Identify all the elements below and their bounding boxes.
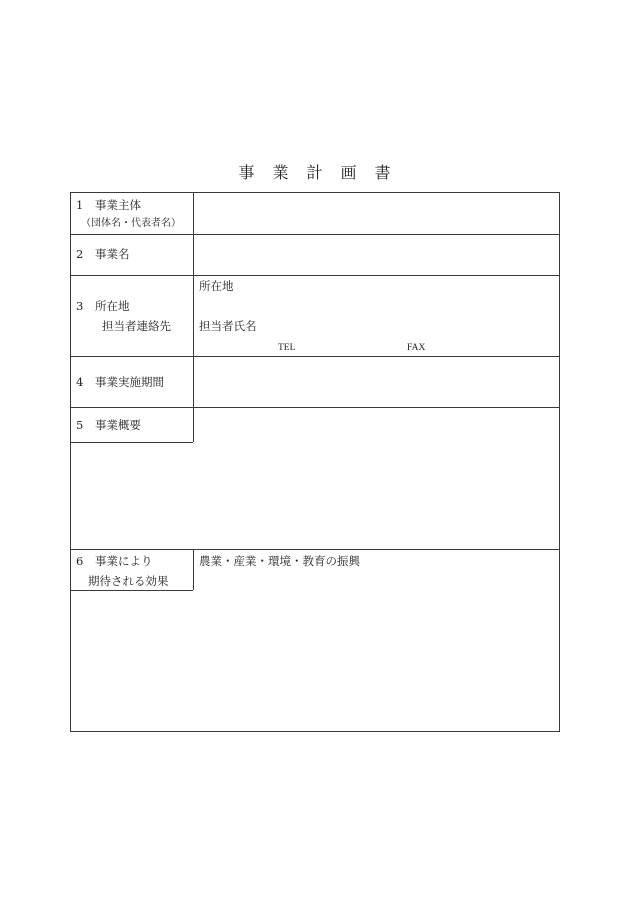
row-divider-2 <box>71 275 559 276</box>
row-divider-4 <box>71 407 559 408</box>
row4-number: 4 <box>76 375 84 389</box>
row-divider-1 <box>71 234 559 235</box>
row2-label: 事業名 <box>95 247 130 261</box>
row5-value-field[interactable] <box>195 409 557 547</box>
row5-label: 事業概要 <box>95 418 141 432</box>
column-divider-upper <box>193 193 194 442</box>
row1-label: 事業主体 <box>95 198 141 212</box>
row3-label-line2: 担当者連絡先 <box>102 319 171 333</box>
row1-number: 1 <box>76 198 84 212</box>
document-title: 事 業 計 画 書 <box>238 163 392 182</box>
row6-label-line2: 期待される効果 <box>88 574 169 588</box>
row2-value-field[interactable] <box>195 236 557 273</box>
row6-label: 事業により <box>95 554 153 568</box>
row-divider-3 <box>71 356 559 357</box>
label-box-5-bottom <box>71 442 193 443</box>
plan-form-table <box>70 192 560 732</box>
row3-number: 3 <box>76 299 84 313</box>
row-divider-5 <box>71 549 559 550</box>
row4-label: 事業実施期間 <box>95 375 164 389</box>
row4-value-field[interactable] <box>195 359 557 405</box>
row3-label: 所在地 <box>95 299 130 313</box>
row2-number: 2 <box>76 247 84 261</box>
column-divider-row6 <box>193 549 194 590</box>
expected-effects-text: 農業・産業・環境・教育の振興 <box>199 554 360 568</box>
fax-label: FAX <box>407 343 426 353</box>
row5-number: 5 <box>76 418 84 432</box>
contact-person-label: 担当者氏名 <box>199 319 257 333</box>
row6-number: 6 <box>76 554 84 568</box>
row1-sublabel: （団体名・代表者名） <box>81 218 181 229</box>
tel-label: TEL <box>278 343 296 353</box>
address-label: 所在地 <box>199 279 234 293</box>
row1-value-field[interactable] <box>195 195 557 232</box>
label-box-6-bottom <box>71 590 193 591</box>
